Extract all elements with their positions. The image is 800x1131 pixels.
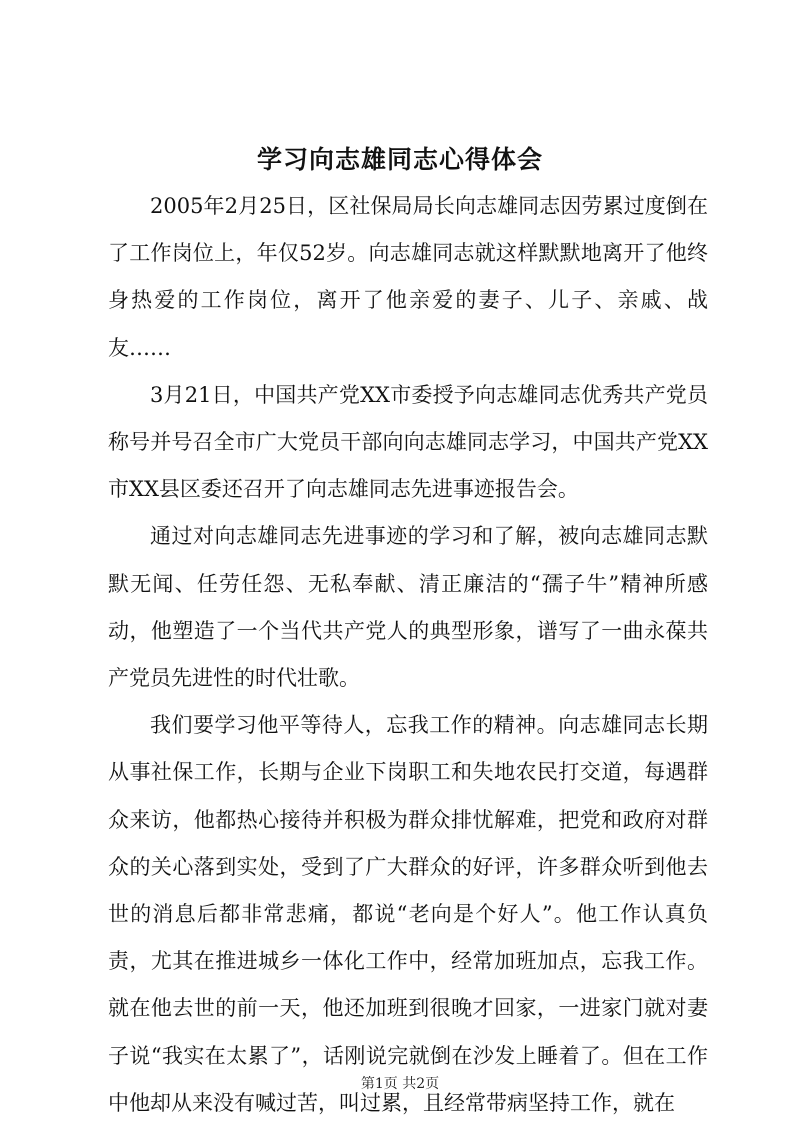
paragraph: 通过对向志雄同志先进事迹的学习和了解，被向志雄同志默默无闻、任劳任怨、无私奉献、清正廉洁的“孺子牛”精神所感动，他塑造了一个当代共产党人的典型形象，谱写了一曲永葆共产党员先进性的时代壮歌。 [108,524,708,691]
page-footer: 第1页 共2页 [360,1076,440,1092]
paragraph: 3月21日，中国共产党XX市委授予向志雄同志优秀共产党员称号并号召全市广大党员干部向向志雄同志学习，中国共产党XX市XX县区委还召开了向志雄同志先进事迹报告会。 [108,382,708,502]
paragraph: 我们要学习他平等待人，忘我工作的精神。向志雄同志长期从事社保工作，长期与企业下岗职工和失地农民打交道，每遇群众来访，他都热心接待并积极为群众排忧解难，把党和政府对群众的关心落到实处，受到了广大群众的好评，许多群众听到他去世的消息后都非常悲痛，都说“老向是个好人”。他工作认真负责，尤其在推进城乡一体化工作中，经常加班加点，忘我工作。就在他去世的前一天，他还加班到很晚才回家，一进家门就对妻子说“我实在太累了”，话刚说完就倒在沙发上睡着了。但在工作中他却从来没有喊过苦，叫过累，且经常带病坚持工作，就在 [108,713,708,1115]
paragraph: 2005年2月25日，区社保局局长向志雄同志因劳累过度倒在了工作岗位上，年仅52岁。向志雄同志就这样默默地离开了他终身热爱的工作岗位，离开了他亲爱的妻子、儿子、亲戚、战友…… [108,194,708,360]
document-body [108,183,708,1127]
document-title: 学习向志雄同志心得体会 [256,145,543,174]
